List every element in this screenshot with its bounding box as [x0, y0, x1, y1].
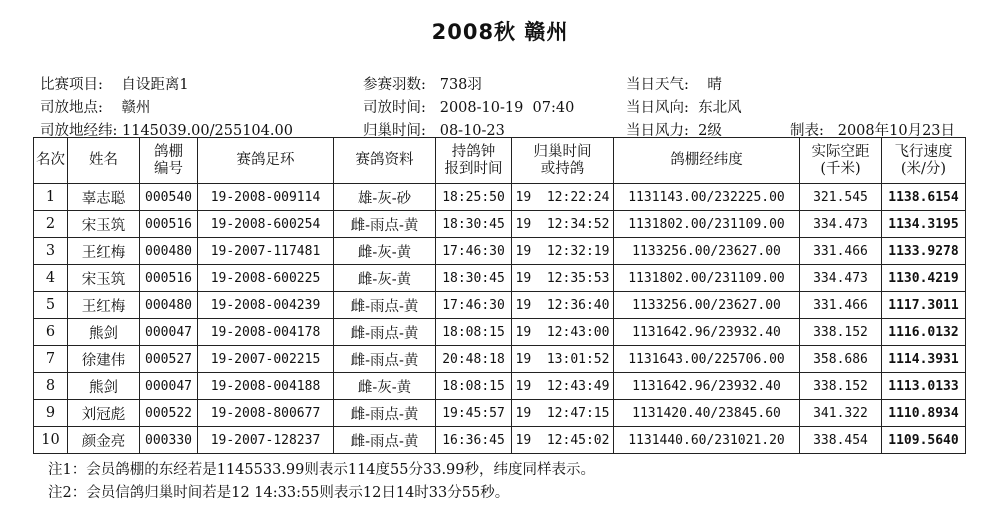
ring-cell: 19-2008-004178	[198, 319, 334, 346]
table-row	[34, 427, 966, 454]
header-row	[34, 138, 966, 184]
speed-cell: 1130.4219	[882, 265, 966, 292]
return-cell: 19 12:34:52	[512, 211, 614, 238]
header-return: 归巢时间 或持鸽	[512, 138, 614, 184]
header-loft-id: 鸽棚 编号	[140, 138, 198, 184]
return-time-label: 归巢时间:	[363, 123, 426, 139]
table-row	[34, 373, 966, 400]
clock-cell: 19:45:57	[436, 400, 512, 427]
info-cell: 雌-雨点-黄	[334, 400, 436, 427]
release-time-value: 2008-10-19 07:40	[439, 100, 575, 116]
rank-cell: 7	[34, 346, 68, 373]
name-cell: 王红梅	[68, 238, 140, 265]
loft-coords-cell: 1131802.00/231109.00	[614, 211, 800, 238]
loft-coords-cell: 1131420.40/23845.60	[614, 400, 800, 427]
distance-cell: 338.152	[800, 319, 882, 346]
info-cell: 雌-雨点-黄	[334, 319, 436, 346]
clock-cell: 18:30:45	[436, 211, 512, 238]
loft-coords-cell: 1131642.96/23932.40	[614, 373, 800, 400]
birds-line	[363, 73, 482, 94]
made-date-label: 制表:	[790, 123, 824, 139]
header-distance: 实际空距 (千米)	[800, 138, 882, 184]
rank-cell: 5	[34, 292, 68, 319]
speed-cell: 1138.6154	[882, 184, 966, 211]
ring-cell: 19-2008-004188	[198, 373, 334, 400]
table-row	[34, 292, 966, 319]
loft-id-cell: 000527	[140, 346, 198, 373]
name-cell: 宋玉筑	[68, 211, 140, 238]
page-title: 2008秋 赣州	[431, 20, 569, 44]
loft-id-cell: 000330	[140, 427, 198, 454]
distance-cell: 334.473	[800, 265, 882, 292]
wind-direction-value: 东北风	[698, 100, 742, 116]
release-time-line	[363, 96, 574, 117]
birds-label: 参赛羽数:	[363, 77, 426, 93]
info-cell: 雌-雨点-黄	[334, 292, 436, 319]
name-cell: 王红梅	[68, 292, 140, 319]
speed-cell: 1113.0133	[882, 373, 966, 400]
event-value: 自设距离1	[121, 77, 189, 93]
return-time-value: 08-10-23	[439, 123, 505, 139]
loft-id-cell: 000047	[140, 319, 198, 346]
distance-cell: 338.454	[800, 427, 882, 454]
loft-coords-cell: 1131440.60/231021.20	[614, 427, 800, 454]
loft-id-cell: 000480	[140, 238, 198, 265]
name-cell: 熊剑	[68, 373, 140, 400]
ring-cell: 19-2007-117481	[198, 238, 334, 265]
clock-cell: 20:48:18	[436, 346, 512, 373]
clock-cell: 17:46:30	[436, 238, 512, 265]
loft-id-cell: 000522	[140, 400, 198, 427]
results-table	[33, 137, 966, 454]
return-cell: 19 12:35:53	[512, 265, 614, 292]
release-time-label: 司放时间:	[363, 100, 426, 116]
clock-cell: 18:08:15	[436, 319, 512, 346]
name-cell: 熊剑	[68, 319, 140, 346]
release-site-label: 司放地点:	[40, 100, 103, 116]
ring-cell: 19-2007-128237	[198, 427, 334, 454]
name-cell: 宋玉筑	[68, 265, 140, 292]
weather-label: 当日天气:	[626, 77, 689, 93]
event-line	[40, 73, 189, 94]
distance-cell: 331.466	[800, 238, 882, 265]
loft-coords-cell: 1133256.00/23627.00	[614, 292, 800, 319]
loft-id-cell: 000540	[140, 184, 198, 211]
loft-coords-cell: 1131802.00/231109.00	[614, 265, 800, 292]
loft-coords-cell: 1131642.96/23932.40	[614, 319, 800, 346]
note-1: 注1：会员鸽棚的东经若是1145533.99则表示114度55分33.99秒，纬度同样表示。	[48, 462, 595, 478]
loft-coords-cell: 1133256.00/23627.00	[614, 238, 800, 265]
header-name: 姓名	[68, 138, 140, 184]
wind-direction-line	[626, 96, 742, 117]
header-ring: 赛鸽足环	[198, 138, 334, 184]
speed-cell: 1110.8934	[882, 400, 966, 427]
speed-cell: 1133.9278	[882, 238, 966, 265]
table-row	[34, 346, 966, 373]
return-cell: 19 13:01:52	[512, 346, 614, 373]
clock-cell: 16:36:45	[436, 427, 512, 454]
distance-cell: 338.152	[800, 373, 882, 400]
loft-id-cell: 000516	[140, 211, 198, 238]
clock-cell: 18:25:50	[436, 184, 512, 211]
table-row	[34, 211, 966, 238]
info-cell: 雌-灰-黄	[334, 265, 436, 292]
return-cell: 19 12:22:24	[512, 184, 614, 211]
name-cell: 辜志聪	[68, 184, 140, 211]
return-cell: 19 12:43:49	[512, 373, 614, 400]
loft-id-cell: 000480	[140, 292, 198, 319]
name-cell: 刘冠彪	[68, 400, 140, 427]
rank-cell: 1	[34, 184, 68, 211]
rank-cell: 3	[34, 238, 68, 265]
event-label: 比赛项目:	[40, 77, 103, 93]
table-row	[34, 319, 966, 346]
made-date-value: 2008年10月23日	[837, 123, 956, 139]
header-rank: 名次	[34, 138, 68, 184]
name-cell: 徐建伟	[68, 346, 140, 373]
table-row	[34, 400, 966, 427]
header-speed: 飞行速度 (米/分)	[882, 138, 966, 184]
wind-force-label: 当日风力:	[626, 123, 689, 139]
loft-coords-cell: 1131643.00/225706.00	[614, 346, 800, 373]
speed-cell: 1114.3931	[882, 346, 966, 373]
loft-coords-cell: 1131143.00/232225.00	[614, 184, 800, 211]
header-clock: 持鸽钟 报到时间	[436, 138, 512, 184]
header-info: 赛鸽资料	[334, 138, 436, 184]
clock-cell: 18:30:45	[436, 265, 512, 292]
ring-cell: 19-2008-600225	[198, 265, 334, 292]
return-cell: 19 12:36:40	[512, 292, 614, 319]
ring-cell: 19-2007-002215	[198, 346, 334, 373]
release-site-line	[40, 96, 150, 117]
info-cell: 雌-雨点-黄	[334, 211, 436, 238]
speed-cell: 1109.5640	[882, 427, 966, 454]
return-cell: 19 12:43:00	[512, 319, 614, 346]
wind-direction-label: 当日风向:	[626, 100, 689, 116]
ring-cell: 19-2008-009114	[198, 184, 334, 211]
release-coords-value: 1145039.00/255104.00	[122, 123, 293, 139]
distance-cell: 341.322	[800, 400, 882, 427]
return-cell: 19 12:45:02	[512, 427, 614, 454]
loft-id-cell: 000516	[140, 265, 198, 292]
rank-cell: 2	[34, 211, 68, 238]
ring-cell: 19-2008-600254	[198, 211, 334, 238]
info-cell: 雌-灰-黄	[334, 238, 436, 265]
wind-force-value: 2级	[698, 123, 722, 139]
loft-id-cell: 000047	[140, 373, 198, 400]
rank-cell: 9	[34, 400, 68, 427]
distance-cell: 334.473	[800, 211, 882, 238]
birds-value: 738羽	[439, 77, 482, 93]
distance-cell: 331.466	[800, 292, 882, 319]
return-cell: 19 12:32:19	[512, 238, 614, 265]
speed-cell: 1117.3011	[882, 292, 966, 319]
clock-cell: 17:46:30	[436, 292, 512, 319]
release-coords-label: 司放地经纬:	[40, 123, 118, 139]
info-cell: 雌-灰-黄	[334, 373, 436, 400]
rank-cell: 10	[34, 427, 68, 454]
speed-cell: 1116.0132	[882, 319, 966, 346]
weather-value: 晴	[707, 77, 722, 93]
table-row	[34, 184, 966, 211]
name-cell: 颜金亮	[68, 427, 140, 454]
ring-cell: 19-2008-004239	[198, 292, 334, 319]
speed-cell: 1134.3195	[882, 211, 966, 238]
info-cell: 雄-灰-砂	[334, 184, 436, 211]
rank-cell: 8	[34, 373, 68, 400]
distance-cell: 321.545	[800, 184, 882, 211]
return-cell: 19 12:47:15	[512, 400, 614, 427]
rank-cell: 4	[34, 265, 68, 292]
rank-cell: 6	[34, 319, 68, 346]
table-row	[34, 238, 966, 265]
note-2: 注2：会员信鸽归巢时间若是12 14:33:55则表示12日14时33分55秒。	[48, 485, 510, 501]
table-row	[34, 265, 966, 292]
ring-cell: 19-2008-800677	[198, 400, 334, 427]
release-site-value: 赣州	[121, 100, 151, 116]
weather-line	[626, 73, 722, 94]
header-loft-coords: 鸽棚经纬度	[614, 138, 800, 184]
clock-cell: 18:08:15	[436, 373, 512, 400]
distance-cell: 358.686	[800, 346, 882, 373]
info-cell: 雌-雨点-黄	[334, 427, 436, 454]
info-cell: 雌-雨点-黄	[334, 346, 436, 373]
